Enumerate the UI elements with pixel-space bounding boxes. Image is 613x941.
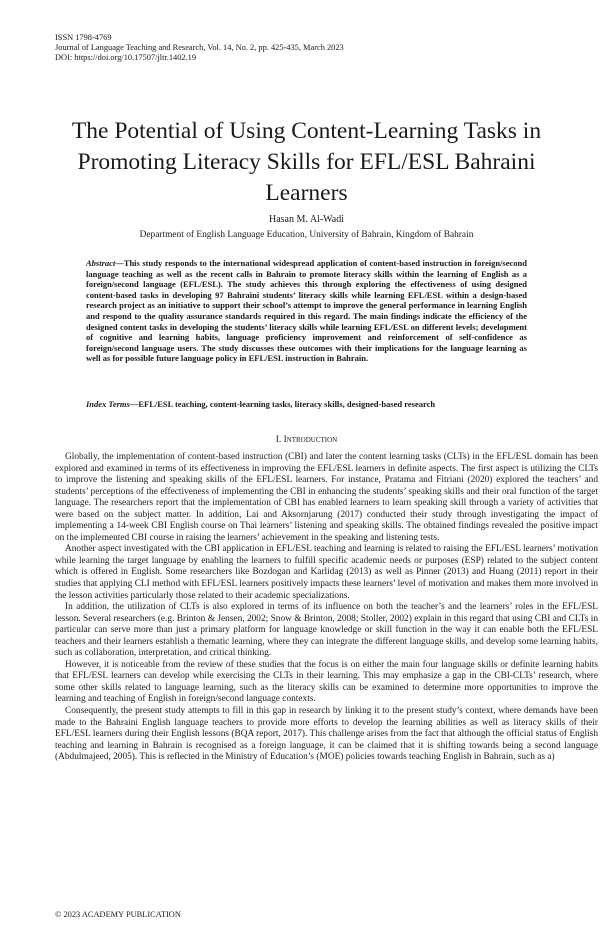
paragraph: Consequently, the present study attempts to fill in this gap in research by linking it to the present study’s context, where demands have been made to the Bahraini English language teachers to provide more efforts to develop the learning abilities as well as literacy skills of their EFL/ESL learners during their English lessons (BQA report, 2017). This challenge arises from the fact that although the official status of English teaching and learning in Bahrain is recognised as a foreign language, it can be claimed that it is shifting towards being a second language (Abdulmajeed, 2005). This is reflected in the Ministry of Education’s (MOE) policies towards teaching English in Bahrain, such as a): [55, 706, 598, 763]
section-title: Introduction: [283, 435, 338, 445]
abstract-label: Abstract: [86, 258, 116, 268]
index-terms-label: Index Terms: [86, 399, 130, 409]
page-footer: © 2023 ACADEMY PUBLICATION: [55, 910, 181, 919]
body-text: [55, 452, 598, 764]
journal-header: [55, 33, 344, 64]
author-affiliation: Department of English Language Education, University of Bahrain, Kingdom of Bahrain: [139, 230, 474, 240]
section-heading: [0, 434, 613, 446]
paragraph: Globally, the implementation of content-based instruction (CBI) and later the content learning tasks (CLTs) in the EFL/ESL domain has been explored and examined in terms of its effectiveness in improving the EFL/ESL learners in definite aspects. The first aspect is utilizing the CLTs to improve the listening and speaking skills of the EFL/ESL learners. For instance, Pratama and Fitriani (2020) explored the teachers’ and students’ perceptions of the effectiveness of implementing the CBI in enhancing the students’ speaking skills and their oral function of the target language. The researchers report that the implementation of CBI has enabled learners to learn speaking skill through a variety of activities that were based on the subject matter. In addition, Lai and Aksornjarung (2017) conducted their study through investigating the impact of implementing a 14-week CBI English course on Thai learners’ listening and speaking skills. The obtained findings revealed the positive impact on the implemented CBI course in raising the learners’ achievement in the speaking and listening tests.: [55, 452, 598, 543]
paragraph: However, it is noticeable from the review of these studies that the focus is on either the main four language skills or definite learning habits that EFL/ESL learners can develop while exercising the CLTs in their learning. This may emphasize a gap in the CBI-CLTs’ research, where some other skills related to language learning, such as the literacy skills can be examined to determine more opportunities to improve the learning and teaching of English in foreign/second language contexts.: [55, 659, 598, 705]
abstract: [86, 258, 527, 364]
journal-citation: Journal of Language Teaching and Research, Vol. 14, No. 2, pp. 425-435, March 2023: [55, 43, 344, 53]
paragraph: Another aspect investigated with the CBI application in EFL/ESL teaching and learning is related to raising the EFL/ESL learners’ motivation while learning the target language by enabling the learners to fulfill specific academic needs or purposes (ESP) related to the subject content which is offered in English. Some researchers like Bozdogan and Karlidag (2013) as well as Pinner (2013) and Huang (2011) report in their studies that applying CLI method with EFL/ESL learners positively impacts these learners’ level of motivation and makes them more involved in the lesson activities particularly those related to their academic specializations.: [55, 544, 598, 601]
author-name: Hasan M. Al-Wadi: [268, 214, 344, 225]
index-terms-text: —EFL/ESL teaching, content-learning tasks, literacy skills, designed-based research: [129, 399, 436, 409]
section-number: I.: [275, 435, 284, 445]
doi-link[interactable]: DOI: https://doi.org/10.17507/jltr.1402.19: [55, 53, 197, 63]
issn: ISSN 1798-4769: [55, 33, 112, 42]
paragraph: In addition, the utilization of CLTs is also explored in terms of its influence on both the teacher’s and the learners’ roles in the EFL/ESL lesson. Several researchers (e.g. Brinton & Jensen, 2002; Snow & Brinton, 2008; Stoller, 2002) explain in this regard that using CBI and CLTs in particular can serve more than just a primary platform for language knowledge or skill function in the way it can enable both the EFL/ESL teachers and their learners establish a thematic learning, where they can integrate the different language skills, and develop some learning habits, such as collaboration, interpretation, and critical thinking.: [55, 602, 598, 659]
paper-title: The Potential of Using Content-Learning Tasks in Promoting Literacy Skills for EFL/ESL Bahraini Learners: [71, 117, 542, 206]
index-terms: [86, 399, 527, 410]
abstract-text: —This study responds to the international widespread application of content-based instruction in foreign/second language teaching as well as the recent calls in Bahrain to promote literacy skills within the learning of English as a foreign/second language (EFL/ESL). The study achieves this through exploring the effectiveness of using designed content-based tasks in developing 97 Bahraini students’ literacy skills while learning EFL/ESL within a design-based research project as an initiative to support their school’s attempt to improve the general performance in learning English and respond to the quality assurance standards required in this regard. The main findings indicate the efficiency of the designed content tasks in developing the students’ literacy skills while learning EFL/ESL on different levels; development of cognitive and learning habits, language proficiency improvement and reinforcement of self-confidence as foreign/second language users. The study discusses these outcomes with their implications for the language learning as well as for possible future language policy in EFL/ESL instruction in Bahrain.: [86, 258, 527, 364]
